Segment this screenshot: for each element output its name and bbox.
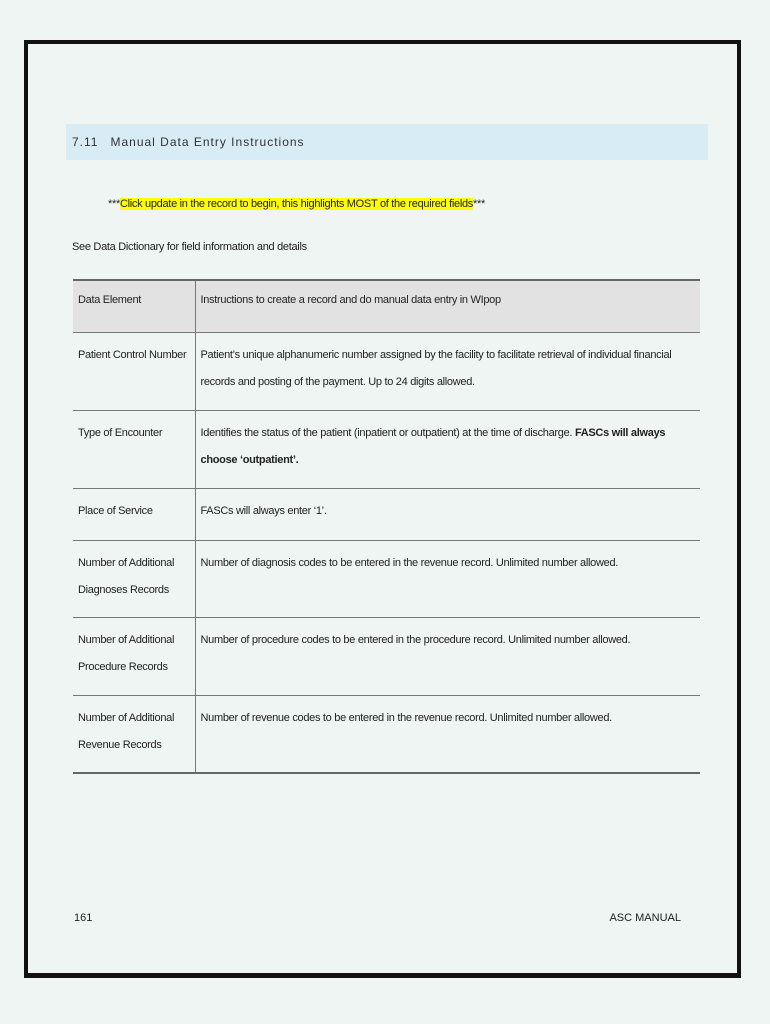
- notice-highlighted-text: Click update in the record to begin, this highlights MOST of the required fields: [119, 198, 474, 210]
- table-row: [73, 695, 700, 773]
- table-header-row: [73, 280, 700, 332]
- instruction-text: Patient’s unique alphanumeric number assigned by the facility to facilitate retrieval of individual financial records and posting of the payment. Up to 24 digits allowed.: [200, 348, 672, 388]
- notice-suffix: ***: [473, 198, 485, 210]
- instruction-text: Number of diagnosis codes to be entered in the revenue record. Unlimited number allowed.: [200, 556, 619, 569]
- required-fields-notice: [108, 198, 485, 210]
- table-row: [73, 488, 700, 540]
- header-instructions: Instructions to create a record and do manual data entry in WIpop: [195, 280, 700, 332]
- row-element: Number of Additional Revenue Records: [73, 695, 195, 773]
- section-number: 7.11: [72, 135, 99, 149]
- instruction-text: Identifies the status of the patient (inpatient or outpatient) at the time of discharge.: [200, 426, 575, 439]
- row-element: Type of Encounter: [73, 410, 195, 488]
- row-element: Number of Additional Diagnoses Records: [73, 540, 195, 617]
- row-element: Number of Additional Procedure Records: [73, 617, 195, 695]
- data-dictionary-note: See Data Dictionary for field information and details: [72, 241, 307, 253]
- table-row: [73, 617, 700, 695]
- instruction-text: Number of procedure codes to be entered in the procedure record. Unlimited number allowed.: [200, 633, 631, 646]
- page-number: 161: [74, 912, 93, 924]
- instruction-text: Number of revenue codes to be entered in the revenue record. Unlimited number allowed.: [200, 711, 612, 724]
- section-heading: [66, 124, 708, 160]
- manual-name: ASC MANUAL: [609, 912, 681, 924]
- row-instruction: [195, 410, 700, 488]
- instruction-bold-text: FASCs will always choose ‘outpatient’.: [200, 426, 666, 466]
- row-instruction: [195, 332, 700, 410]
- notice-prefix: ***: [108, 198, 120, 210]
- data-entry-table: [73, 279, 700, 774]
- row-instruction: [195, 617, 700, 695]
- row-element: Patient Control Number: [73, 332, 195, 410]
- row-instruction: [195, 488, 700, 540]
- table-row: [73, 332, 700, 410]
- row-instruction: [195, 695, 700, 773]
- section-title: Manual Data Entry Instructions: [110, 135, 305, 149]
- instruction-text: FASCs will always enter ‘1’.: [200, 504, 327, 517]
- table-row: [73, 540, 700, 617]
- table-row: [73, 410, 700, 488]
- document-page: [24, 40, 741, 978]
- row-element: Place of Service: [73, 488, 195, 540]
- header-data-element: Data Element: [73, 280, 195, 332]
- row-instruction: [195, 540, 700, 617]
